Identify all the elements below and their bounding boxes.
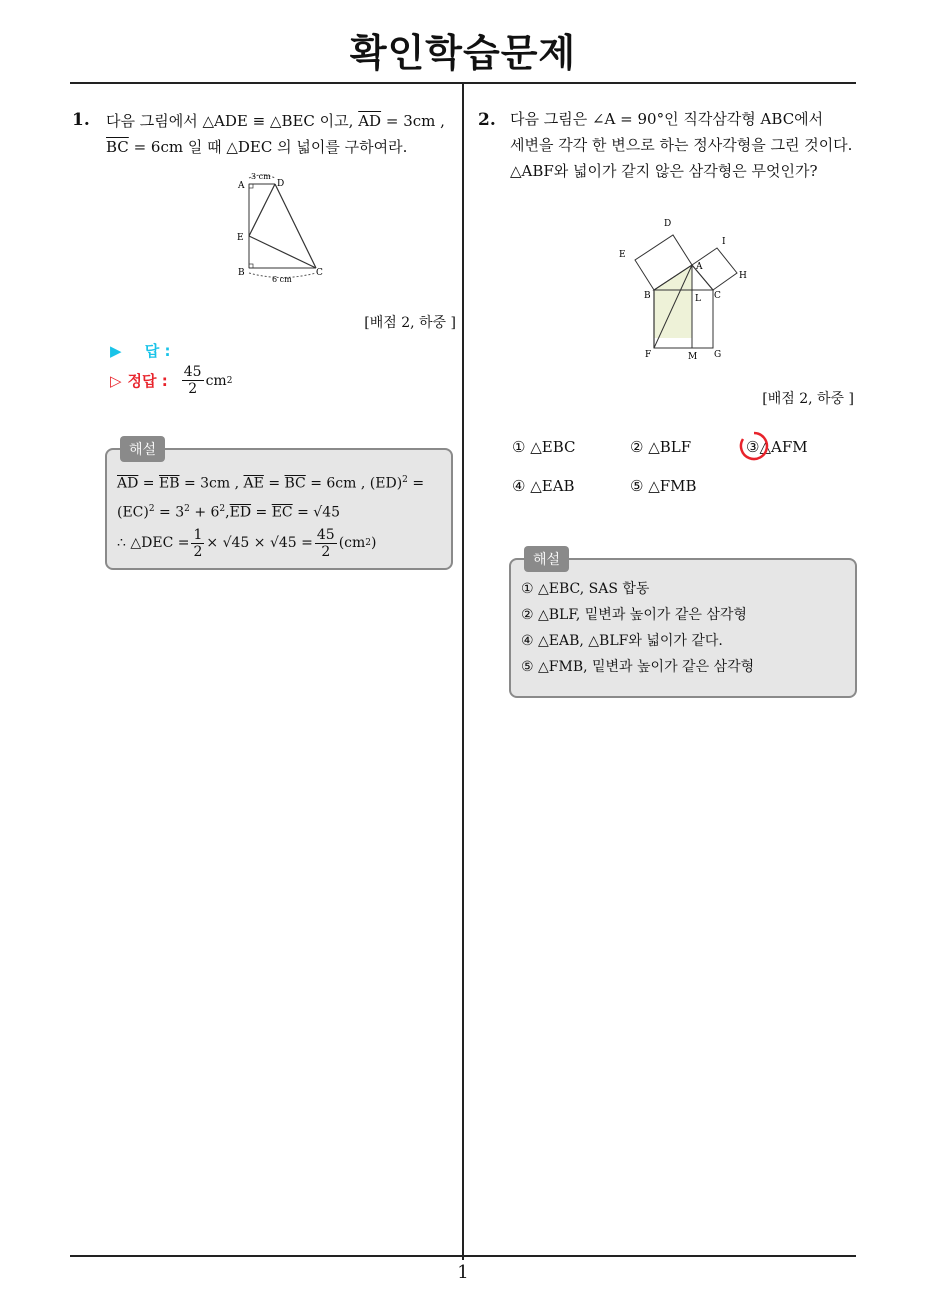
footer-divider bbox=[70, 1255, 856, 1257]
q1-number: 1. bbox=[72, 110, 90, 130]
q2-label-c: C bbox=[714, 291, 721, 301]
q2-label-b: B bbox=[644, 291, 651, 301]
q1-sol-line1: $\overline{AD} = \overline{EB} = 3cm$ , $\overline{AE} = \overline{BC} = 6cm$ , (ED)$^2$ = bbox=[117, 475, 425, 492]
q1-label-b: B bbox=[238, 268, 245, 278]
q2-sol-line3: ④ △EAB, △BLF와 넓이가 같다. bbox=[521, 633, 723, 649]
q2-meta: [배점 2, 하중 ] bbox=[762, 391, 854, 407]
q2-label-e: E bbox=[619, 250, 626, 260]
q1-sol-line2: $(EC)^2 = 3^2 + 6^2,\overline{ED} = \overline{EC} = √45$ bbox=[117, 503, 341, 521]
q2-label-l: L bbox=[695, 294, 701, 304]
correct-label: 정답 : bbox=[127, 372, 168, 390]
q2-choice-5[interactable]: ⑤ △FMB bbox=[630, 477, 697, 495]
q1-solution-text bbox=[117, 468, 447, 560]
q1-answer-row bbox=[110, 340, 171, 361]
answer-marker-icon: ▶ bbox=[110, 342, 122, 360]
q2-line3: △ABF와 넓이가 같지 않은 삼각형은 무엇인가? bbox=[510, 162, 818, 180]
column-divider bbox=[462, 84, 464, 1260]
q2-figure bbox=[612, 210, 762, 370]
q2-label-f: F bbox=[645, 350, 652, 360]
page-title: 확인학습문제 bbox=[349, 31, 577, 75]
q2-line2: 세변을 각각 한 변으로 하는 정사각형을 그린 것이다. bbox=[510, 136, 853, 154]
q1-correct-row bbox=[110, 364, 232, 397]
q1-line2: $\overline{BC} = 6cm$ 일 때 △DEC 의 넓이를 구하여라. bbox=[106, 138, 408, 156]
q2-sol-line2: ② △BLF, 밑변과 높이가 같은 삼각형 bbox=[521, 607, 747, 623]
q1-label-3cm: 3 cm bbox=[251, 172, 271, 181]
q1-text bbox=[106, 108, 456, 160]
q1-label-a: A bbox=[238, 181, 245, 191]
page-number: 1 bbox=[457, 1262, 469, 1283]
q2-choice-2[interactable]: ② △BLF bbox=[630, 438, 692, 456]
q2-label-a: A bbox=[696, 262, 703, 272]
q1-label-d: D bbox=[277, 179, 285, 189]
q1-label-6cm: 6 cm bbox=[272, 275, 292, 284]
q2-label-h: H bbox=[739, 271, 747, 281]
q1-meta: [배점 2, 하중 ] bbox=[364, 315, 456, 331]
q2-line1: 다음 그림은 ∠A = 90°인 직각삼각형 ABC에서 bbox=[510, 110, 824, 128]
correct-fraction: $\frac{45}{2}$ bbox=[183, 364, 202, 397]
q1-label-e: E bbox=[237, 233, 244, 243]
q2-sol-line1: ① △EBC, SAS 합동 bbox=[521, 581, 650, 597]
q1-line1: 다음 그림에서 △ADE ≡ △BEC 이고, $\overline{AD} = 3cm$ , bbox=[106, 112, 445, 130]
q1-label-c: C bbox=[316, 268, 323, 278]
q2-choice-1[interactable]: ① △EBC bbox=[512, 438, 576, 456]
q2-sol-line4: ⑤ △FMB, 밑변과 높이가 같은 삼각형 bbox=[521, 659, 755, 675]
q2-label-d: D bbox=[664, 219, 672, 229]
q2-label-i: I bbox=[722, 237, 726, 247]
q2-text bbox=[510, 106, 862, 184]
q2-label-m: M bbox=[688, 352, 698, 362]
q2-solution-text bbox=[521, 576, 851, 680]
q2-number: 2. bbox=[478, 110, 496, 130]
q2-label-g: G bbox=[714, 350, 722, 360]
correct-value: $\frac{45}{2}$ cm 2 bbox=[183, 364, 233, 397]
answer-label: 답 : bbox=[144, 342, 171, 360]
q1-sol-line3: ∴ △DEC = $\frac{1}{2}$ × √45 × √45 = $\frac{45}{2}$ (cm 2 ) bbox=[117, 527, 377, 561]
q2-choice-3[interactable]: ③△AFM bbox=[746, 438, 808, 456]
q2-choice-4[interactable]: ④ △EAB bbox=[512, 477, 575, 495]
correct-answer-circle-icon bbox=[738, 430, 770, 462]
correct-marker-icon: ▷ bbox=[110, 371, 122, 390]
q1-figure bbox=[230, 170, 340, 288]
q2-solution-tag: 해설 bbox=[524, 546, 569, 572]
q1-solution-tag: 해설 bbox=[120, 436, 165, 462]
